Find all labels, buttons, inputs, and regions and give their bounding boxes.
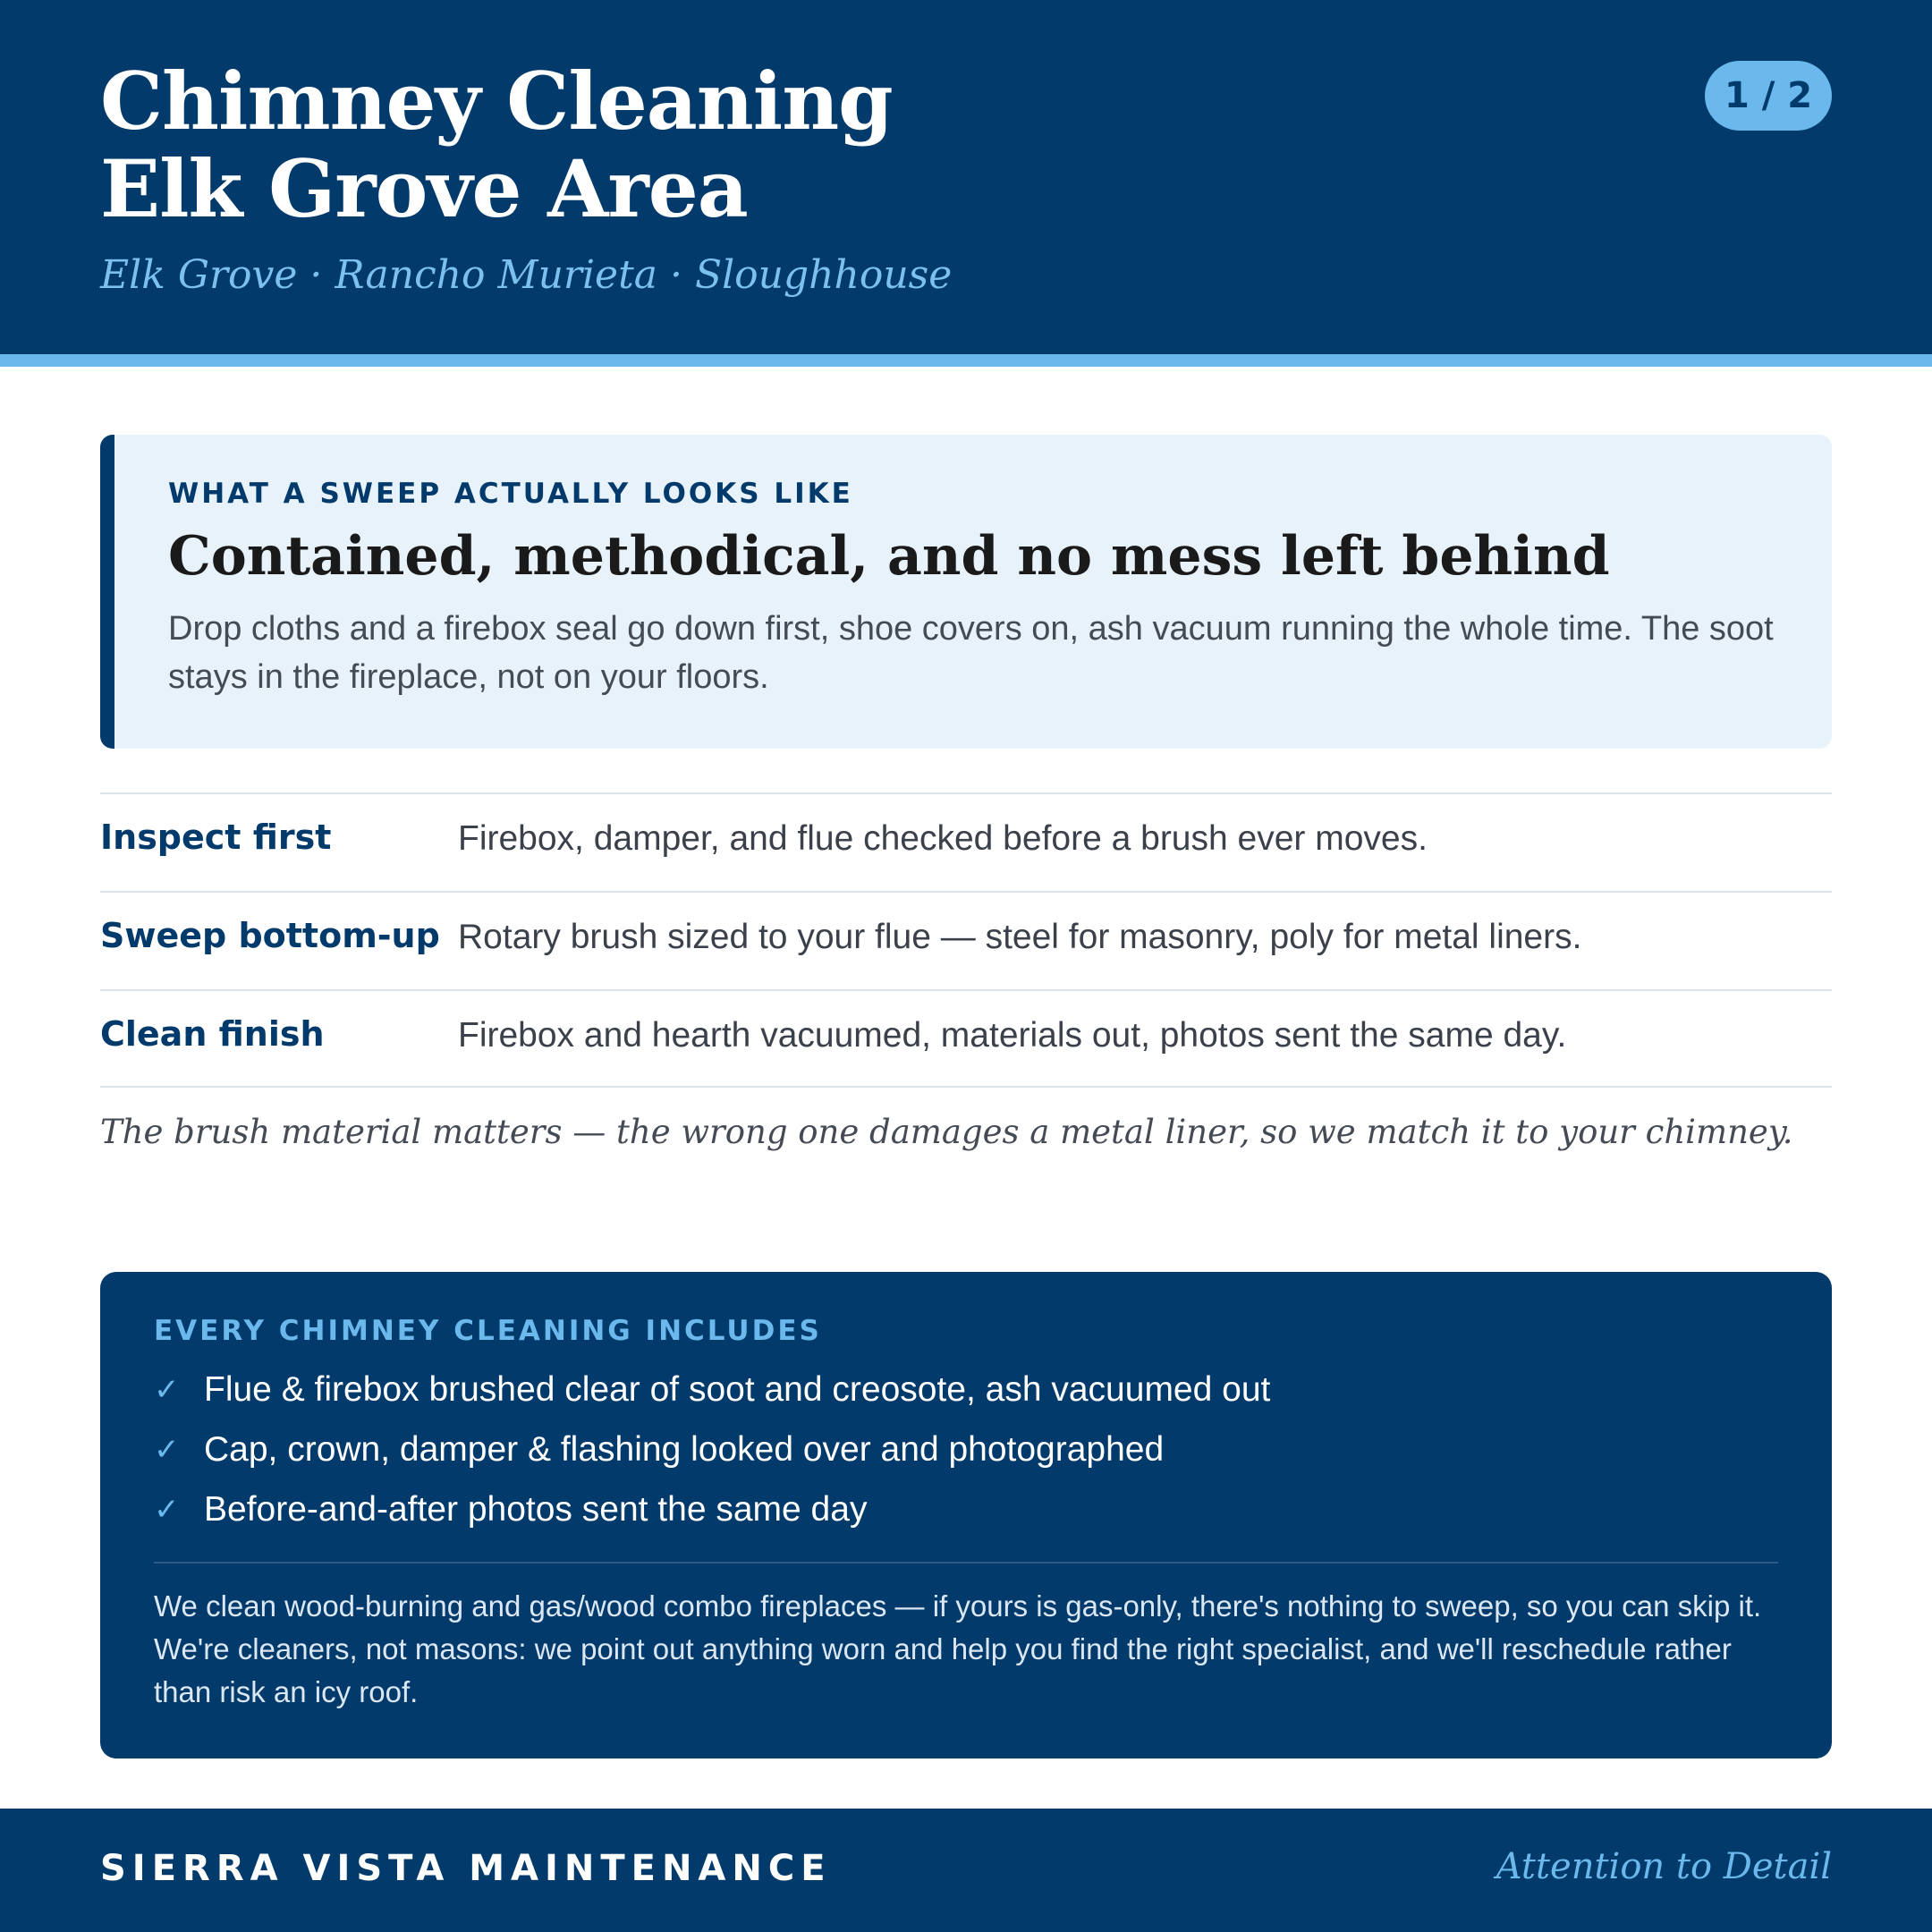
callout-accent-bar [100, 435, 114, 749]
footer-bar [0, 1809, 1932, 1932]
step-description: Firebox, damper, and flue checked before a brush ever moves. [458, 819, 1428, 858]
step-row [100, 891, 1832, 989]
checkmark-icon: ✓ [154, 1492, 180, 1528]
include-item-text: Cap, crown, damper & flashing looked over and photographed [204, 1430, 1165, 1469]
service-area-subtitle: Elk Grove · Rancho Murieta · Sloughhouse [100, 252, 953, 298]
step-description: Rotary brush sized to your flue — steel for masonry, poly for metal liners. [458, 918, 1582, 956]
step-label: Inspect first [100, 818, 332, 857]
includes-list [154, 1365, 1782, 1545]
checkmark-icon: ✓ [154, 1372, 180, 1408]
brand-name: SIERRA VISTA MAINTENANCE [100, 1848, 832, 1889]
callout-kicker: WHAT A SWEEP ACTUALLY LOOKS LIKE [168, 478, 853, 510]
list-item [154, 1365, 1782, 1425]
process-steps-table [100, 792, 1832, 1088]
page-title [100, 57, 1442, 233]
list-item [154, 1425, 1782, 1485]
includes-kicker: EVERY CHIMNEY CLEANING INCLUDES [154, 1315, 822, 1347]
header-banner [0, 0, 1932, 354]
callout-heading: Contained, methodical, and no mess left behind [168, 525, 1610, 588]
sweep-callout [100, 435, 1832, 749]
includes-panel [100, 1272, 1832, 1758]
step-row [100, 989, 1832, 1088]
checkmark-icon: ✓ [154, 1432, 180, 1468]
header-accent-stripe [0, 354, 1932, 367]
step-label: Sweep bottom-up [100, 916, 440, 955]
brand-tagline: Attention to Detail [1496, 1846, 1832, 1887]
include-item-text: Flue & firebox brushed clear of soot and creosote, ash vacuumed out [204, 1370, 1271, 1409]
brush-material-note: The brush material matters — the wrong one damages a metal liner, so we match it to your chimney. [100, 1113, 1793, 1151]
step-label: Clean finish [100, 1014, 325, 1054]
divider [154, 1562, 1778, 1563]
list-item [154, 1485, 1782, 1545]
includes-disclaimer: We clean wood-burning and gas/wood combo fireplaces — if yours is gas-only, there's nothing to sweep, so you can skip it. We're cleaners, not masons: we point out anything worn and help you find the right specialist, and we'll reschedule rather than risk an icy roof. [154, 1589, 1762, 1708]
title-line-1: Chimney Cleaning [100, 55, 893, 148]
step-description: Firebox and hearth vacuumed, materials out, photos sent the same day. [458, 1016, 1567, 1055]
step-row [100, 792, 1832, 891]
include-item-text: Before-and-after photos sent the same day [204, 1490, 868, 1529]
page-indicator-badge: 1 / 2 [1705, 61, 1832, 131]
callout-body: Drop cloths and a firebox seal go down first, shoe covers on, ash vacuum running the whole time. The soot stays in the fireplace, not on your floors. [168, 610, 1774, 696]
title-line-2: Elk Grove Area [100, 142, 748, 235]
